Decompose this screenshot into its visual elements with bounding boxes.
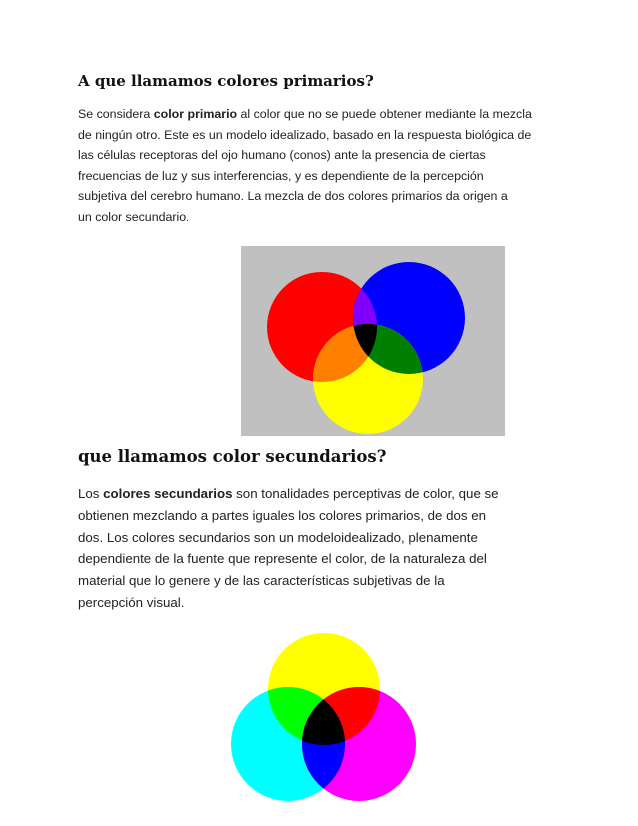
secondary-colors-venn-figure <box>216 632 422 826</box>
paragraph-line: las células receptoras del ojo humano (conos) ante la presencia de ciertas <box>78 148 486 163</box>
heading-secondary-colors: que llamamos color secundarios? <box>78 447 387 466</box>
paragraph-line: Se considera color primario al color que no se puede obtener mediante la mezcla <box>78 107 532 121</box>
paragraph-line: dos. Los colores secundarios son un modeloidealizado, plenamente <box>78 529 478 545</box>
heading-primary-colors: A que llamamos colores primarios? <box>78 72 374 90</box>
paragraph-line: subjetiva del cerebro humano. La mezcla de dos colores primarios da origen a <box>78 189 508 204</box>
paragraph-line: obtienen mezclando a partes iguales los colores primarios, de dos en <box>78 507 487 523</box>
paragraph-secondary-colors <box>78 483 566 614</box>
paragraph-line: percepción visual. <box>78 594 185 610</box>
paragraph-line: frecuencias de luz y sus interferencias, y es dependiente de la percepción <box>78 168 484 183</box>
paragraph-line: un color secundario. <box>78 209 189 224</box>
paragraph-line: Los colores secundarios son tonalidades perceptivas de color, que se <box>78 486 499 501</box>
paragraph-line: dependiente de la fuente que represente el color, de la naturaleza del <box>78 551 487 567</box>
paragraph-line: material que lo genere y de las características subjetivas de la <box>78 573 445 589</box>
primary-colors-venn-figure <box>241 246 505 436</box>
paragraph-line: de ningún otro. Este es un modelo idealizado, basado en la respuesta biológica de <box>78 127 532 142</box>
bold-term-colores-secundarios: colores secundarios <box>103 486 233 501</box>
bold-term-color-primario: color primario <box>153 107 238 121</box>
paragraph-primary-colors <box>78 104 578 230</box>
